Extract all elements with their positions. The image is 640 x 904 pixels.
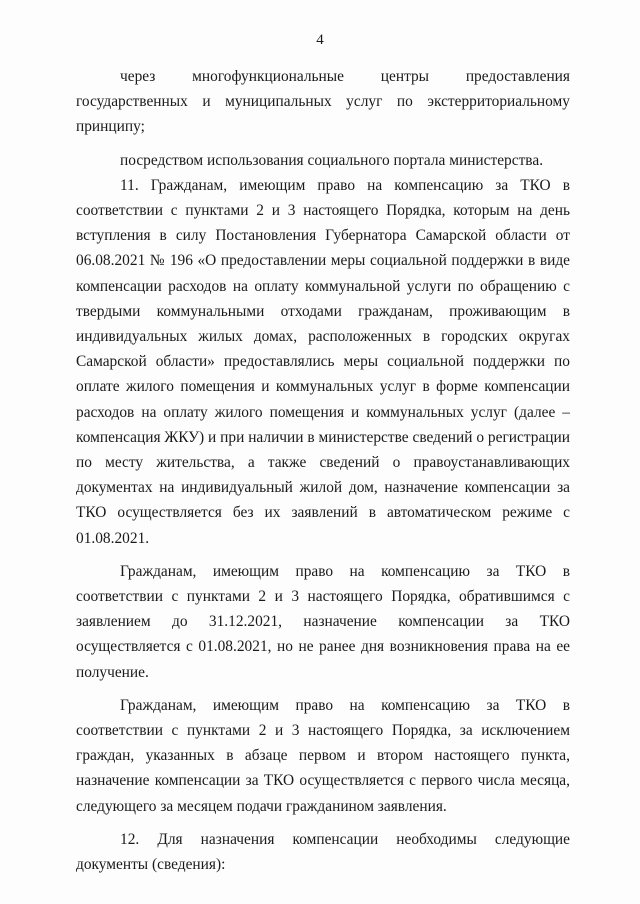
paragraph-social-portal: посредством использования социального портала министерства. [120, 151, 544, 169]
paragraph-clause-11: 11. Гражданам, имеющим право на компенсацию за ТКО в соответствии с пунктами 2 и 3 настоящего Порядка, которым на день вступления в силу Постановления Губернатора Самарской области от 06.08.2021 № 196 «О предоставлении меры социальной поддержки в виде компенсации расходов на оплату коммунальной услуги по обращению с твердыми коммунальными отходами гражданам, проживающим в индивидуальных жилых домах, расположенных в городских округах Самарской области» предоставлялись меры социальной поддержки по оплате жилого помещения и коммунальных услуг в форме компенсации расходов на оплату жилого помещения и коммунальных услуг (далее – компенсация ЖКУ) и при наличии в министерстве сведений о регистрации по месту жительства, а также сведений о правоустанавливающих документах на индивидуальный жилой дом, назначение компенсации за ТКО осуществляется без их заявлений в автоматическом режиме с 01.08.2021. [76, 176, 570, 547]
paragraph-others: Гражданам, имеющим право на компенсацию за ТКО в соответствии с пунктами 2 и 3 настоящего Порядка, за исключением граждан, указанных в абзаце первом и втором настоящего пункта, назначение компенсации за ТКО осуществляется с первого числа месяца, следующего за месяцем подачи гражданином заявления. [76, 696, 570, 815]
paragraph-before-deadline: Гражданам, имеющим право на компенсацию за ТКО в соответствии с пунктами 2 и 3 настоящего Порядка, обратившимся с заявлением до 31.12.2021, назначение компенсации за ТКО осуществляется с 01.08.2021, но не ранее дня возникновения права на ее получение. [76, 562, 570, 681]
document-body [76, 64, 570, 877]
page-number: 4 [316, 32, 324, 48]
paragraph-clause-12: 12. Для назначения компенсации необходимы следующие документы (сведения): [76, 830, 570, 874]
paragraph-mfc: через многофункциональные центры предоставления государственных и муниципальных услуг по экстерриториальному принципу; [76, 68, 570, 136]
